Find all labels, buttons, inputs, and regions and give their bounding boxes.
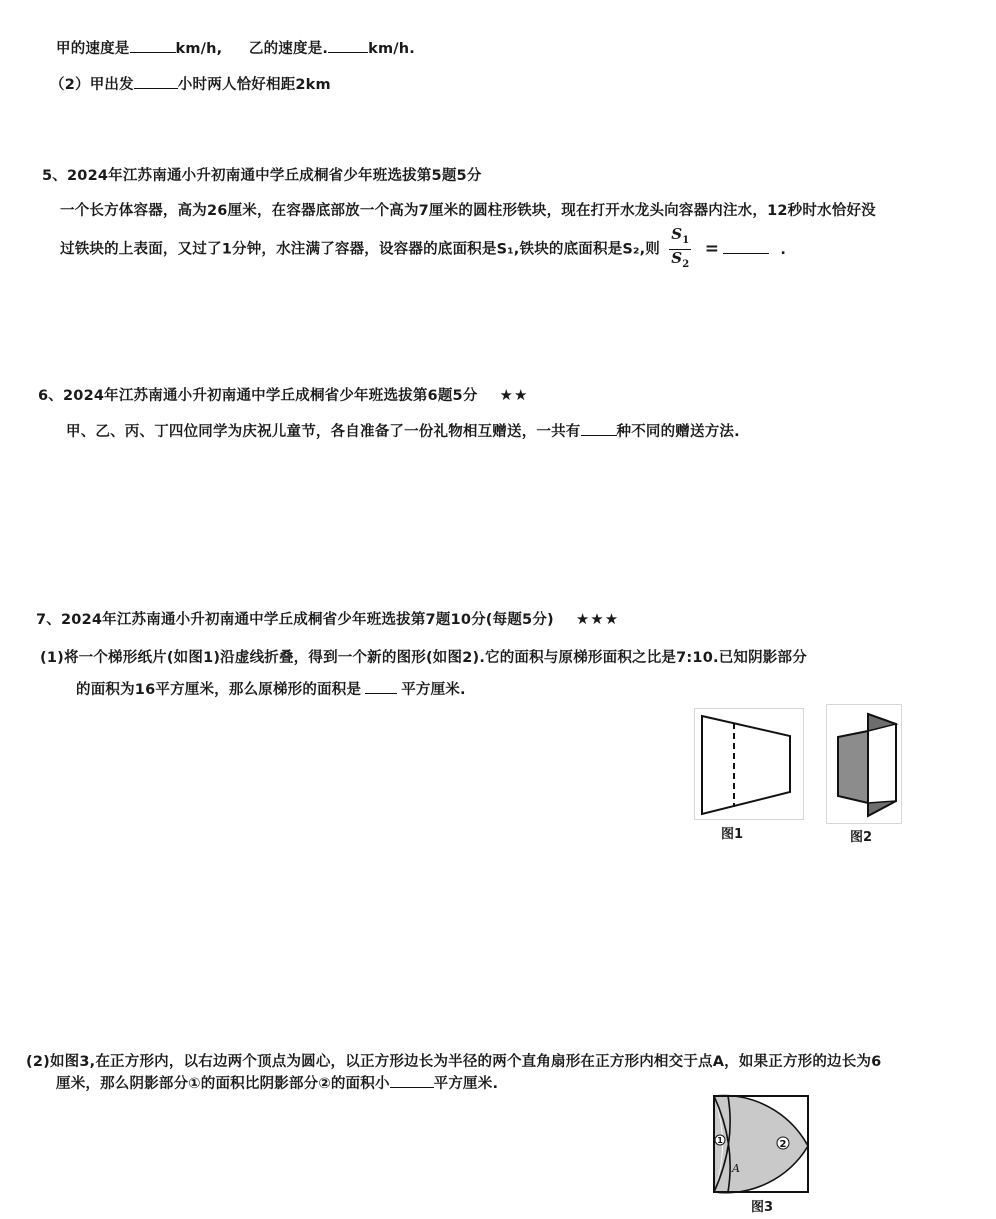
q5-fraction (669, 226, 691, 273)
figure-1-caption: 图1 (721, 827, 744, 842)
q5-frac-num: S (671, 225, 683, 243)
q7-part1-text-b: 平方厘米. (401, 682, 466, 698)
q7-part2-blank (390, 1073, 434, 1088)
q5-frac-num-sub: 1 (682, 235, 690, 246)
fig3-label-2: 2 (779, 1139, 787, 1150)
fig3-label-A: A (732, 1162, 740, 1175)
q5-body-line1: 一个长方体容器，高为26厘米，在容器底部放一个高为7厘米的圆柱形铁块，现在打开水龙头向容器内注水，12秒时水恰好没 (60, 203, 876, 219)
q7-part2-line1: (2)如图3,在正方形内，以右边两个顶点为圆心，以正方形边长为半径的两个直角扇形在正方形内相交于点A，如果正方形的边长为6 (26, 1054, 882, 1070)
q5-frac-den-sub: 2 (682, 259, 690, 270)
q6-body-line (66, 420, 740, 441)
q6-answer-blank (581, 421, 617, 436)
q7-title-line (36, 608, 619, 629)
figure-3-square-sectors (712, 1092, 810, 1195)
q4-part2-line (50, 73, 331, 94)
figure-2-folded (826, 704, 902, 824)
q4-speed-jia-label: 甲的速度是 (56, 41, 130, 57)
q5-frac-den: S (671, 249, 683, 267)
q4-speed-yi-blank (328, 38, 368, 53)
fig2-shaded-left (838, 731, 868, 803)
q4-part2-text-a: （2）甲出发 (50, 77, 134, 93)
q5-answer-blank (723, 239, 769, 254)
q6-body-text-a: 甲、乙、丙、丁四位同学为庆祝儿童节，各自准备了一份礼物相互赠送，一共有 (66, 424, 581, 440)
q7-part2-line2 (56, 1072, 498, 1093)
q4-speed-line (56, 37, 415, 58)
q7-stars: ★★★ (575, 610, 620, 628)
q5-body-line2-text: 过铁块的上表面，又过了1分钟，水注满了容器，设容器的底面积是S₁,铁块的底面积是S₂,则 (60, 241, 660, 258)
q5-title: 5、2024年江苏南通小升初南通中学丘成桐省少年班选拔第5题5分 (42, 168, 482, 184)
q5-body-line2 (60, 226, 786, 273)
fig1-trapezoid-shape (702, 716, 790, 814)
q6-body-text-b: 种不同的赠送方法. (616, 424, 740, 440)
q7-part1-blank (365, 679, 397, 694)
figure-1-trapezoid (694, 708, 804, 820)
figure-3-caption: 图3 (751, 1200, 774, 1215)
q5-end-dot: . (780, 241, 787, 258)
q4-part2-blank (134, 74, 178, 89)
q4-speed-unit-1: km/h, (175, 41, 223, 57)
q6-stars: ★★ (499, 386, 529, 404)
q7-part1-line2 (76, 678, 466, 699)
q4-part2-text-b: 小时两人恰好相距2km (177, 77, 331, 93)
q7-title: 7、2024年江苏南通小升初南通中学丘成桐省少年班选拔第7题10分(每题5分) (36, 612, 554, 628)
q7-part2-text-b: 平方厘米. (433, 1076, 499, 1092)
fig3-label-1: 1 (717, 1136, 723, 1145)
q4-speed-yi-label: 乙的速度是. (248, 41, 329, 57)
q7-part1-line1: (1)将一个梯形纸片(如图1)沿虚线折叠，得到一个新的图形(如图2).它的面积与原梯形面积之比是7:10.已知阴影部分 (40, 650, 807, 666)
q6-title-line (38, 384, 528, 405)
q7-part1-text-a: 的面积为16平方厘米，那么原梯形的面积是 (76, 682, 362, 698)
q7-part2-text-a: 厘米，那么阴影部分①的面积比阴影部分②的面积小 (56, 1076, 390, 1092)
q5-equals: = (704, 238, 720, 259)
q4-speed-unit-2: km/h. (368, 41, 415, 57)
figure-2-caption: 图2 (850, 830, 873, 845)
q6-title: 6、2024年江苏南通小升初南通中学丘成桐省少年班选拔第6题5分 (38, 388, 478, 404)
q4-speed-jia-blank (130, 38, 176, 53)
